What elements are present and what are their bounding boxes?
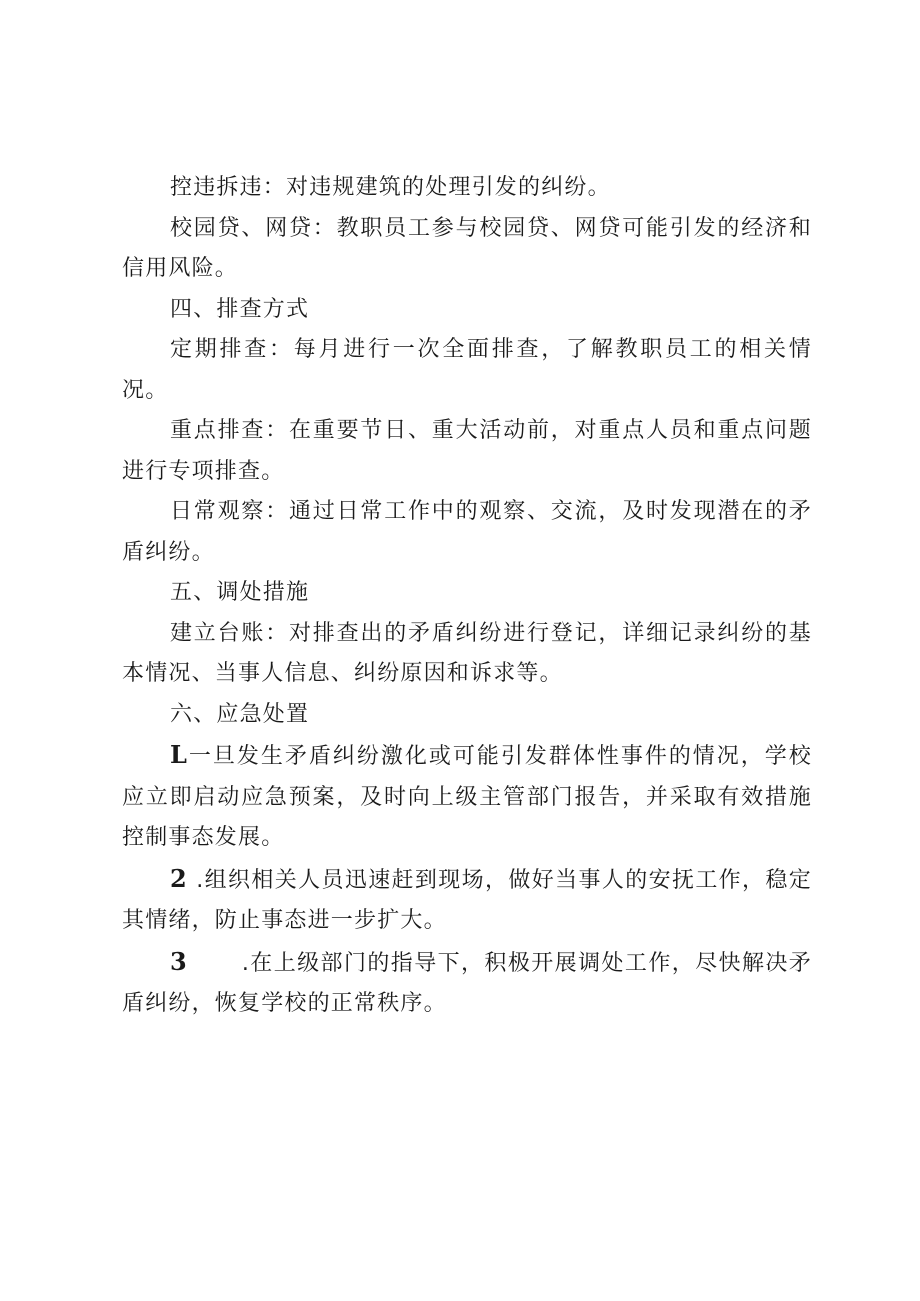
list-item-number: 3: [170, 946, 188, 976]
list-item-2: [122, 859, 812, 942]
section-heading-5: 五、调处措施: [170, 580, 310, 605]
list-item-number: L: [170, 740, 189, 769]
list-item-text: .组织相关人员迅速赶到现场，做好当事人的安抚工作，稳定其情绪，防止事态进一步扩大。: [122, 867, 812, 933]
paragraph-campus-loan: 校园贷、网贷：教职员工参与校园贷、网贷可能引发的经济和信用风险。: [122, 215, 812, 281]
section-heading-4: 四、排查方式: [170, 296, 310, 322]
paragraph-regular-check: 定期排查：每月进行一次全面排查，了解教职员工的相关情况。: [122, 337, 812, 403]
paragraph-ledger: 建立台账：对排查出的矛盾纠纷进行登记，详细记录纠纷的基本情况、当事人信息、纠纷原因和诉求等。: [122, 620, 812, 686]
paragraph-key-check: 重点排查：在重要节日、重大活动前，对重点人员和重点问题进行专项排查。: [122, 418, 812, 484]
list-item-number: 2: [170, 863, 188, 893]
list-item-3: [122, 942, 812, 1025]
paragraph-daily-observation: 日常观察：通过日常工作中的观察、交流，及时发现潜在的矛盾纠纷。: [122, 499, 812, 565]
list-item-text: .在上级部门的指导下，积极开展调处工作，尽快解决矛盾纠纷，恢复学校的正常秩序。: [122, 950, 812, 1016]
paragraph-illegal-construction: 控违拆违：对违规建筑的处理引发的纠纷。: [170, 175, 611, 200]
list-item-text: 一旦发生矛盾纠纷激化或可能引发群体性事件的情况，学校应立即启动应急预案，及时向上级主管部门报告，并采取有效措施控制事态发展。: [122, 744, 812, 850]
document-body: [122, 168, 812, 1025]
list-item-1: [122, 735, 812, 859]
section-heading-6: 六、应急处置: [170, 701, 310, 727]
